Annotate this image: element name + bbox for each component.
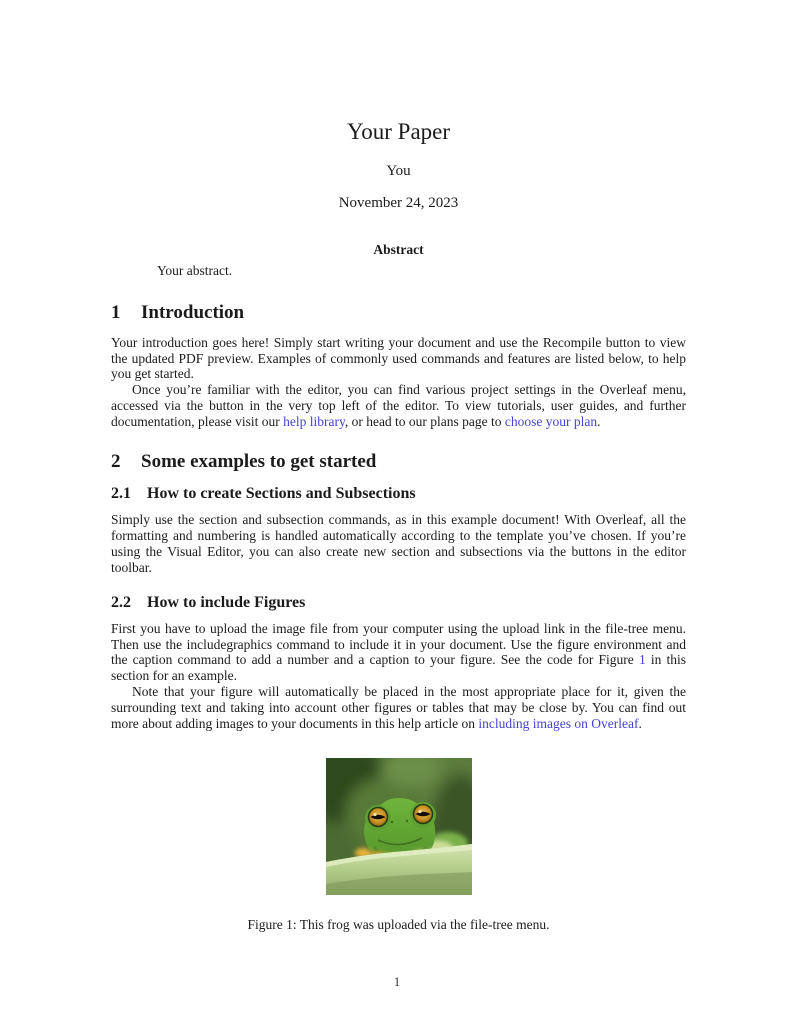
- figure-1: [111, 758, 686, 933]
- figure-1-reference-link[interactable]: 1: [638, 652, 646, 668]
- paragraph-text: in this section for an example.: [111, 652, 686, 684]
- subsection-2-1-paragraph: Simply use the section and subsection commands, as in this example document! With Overleaf, all the formatting and numbering is handled automatically according to the template you’ve chosen. If you’re using the Visual Editor, you can also create new section and subsections via the buttons in the editor toolbar.: [111, 512, 686, 575]
- section-2-title: Some examples to get started: [141, 451, 377, 473]
- subsection-2-1-title: How to create Sections and Subsections: [147, 485, 416, 503]
- paragraph-text: First you have to upload the image file from your computer using the upload link in the file-tree menu. Then use the includegraphics command to include it in your document. Use the figure environment and the caption command to add a number and a caption to your figure. See the code for Figure: [111, 620, 686, 668]
- figure-1-caption: Figure 1: This frog was uploaded via the file-tree menu.: [247, 917, 550, 932]
- subsection-2-1-number: 2.1: [111, 485, 131, 503]
- choose-your-plan-link[interactable]: choose your plan: [504, 414, 598, 430]
- subsection-2-2-number: 2.2: [111, 593, 131, 611]
- abstract-body: Your abstract.: [157, 262, 233, 278]
- including-images-on-overleaf-link[interactable]: including images on Overleaf: [478, 716, 639, 732]
- paper-author: You: [386, 162, 411, 179]
- subsection-2-2-paragraph-1: [111, 621, 686, 685]
- abstract-heading: Abstract: [373, 241, 424, 257]
- section-1-heading: [111, 301, 686, 324]
- page-number: 1: [393, 974, 401, 989]
- subsection-2-2-heading: [111, 593, 686, 613]
- subsection-2-2-title: How to include Figures: [147, 593, 306, 611]
- paper-title: Your Paper: [346, 119, 451, 144]
- help-library-link[interactable]: help library: [283, 414, 345, 430]
- paragraph-text: Note that your figure will automatically be placed in the most appropriate place for it, given the surrounding text and taking into account other figures or tables that may be close by. You can find out more about adding images to your documents in this help article on: [111, 684, 686, 732]
- section-1-paragraph-1: Your introduction goes here! Simply start writing your document and use the Recompile button to view the updated PDF preview. Examples of commonly used commands and features are listed below, to help you get started.: [111, 334, 686, 382]
- section-1-title: Introduction: [141, 301, 245, 323]
- subsection-2-2-paragraph-2: [111, 684, 686, 732]
- paper-date: November 24, 2023: [338, 194, 459, 211]
- paragraph-text: .: [597, 414, 601, 430]
- paragraph-text: .: [638, 716, 642, 732]
- section-2-heading: [111, 450, 686, 473]
- subsection-2-1-heading: [111, 484, 686, 504]
- frog-photo: [326, 758, 472, 895]
- section-1-number: 1: [111, 301, 121, 323]
- section-1-paragraph-2: [111, 382, 686, 430]
- section-2-number: 2: [111, 451, 121, 473]
- paragraph-text: , or head to our plans page to: [344, 414, 505, 430]
- paragraph-text: Once you’re familiar with the editor, you can find various project settings in the Overleaf menu, accessed via the button in the very top left of the editor. To view tutorials, user guides, and further documentation, please visit our: [111, 382, 686, 430]
